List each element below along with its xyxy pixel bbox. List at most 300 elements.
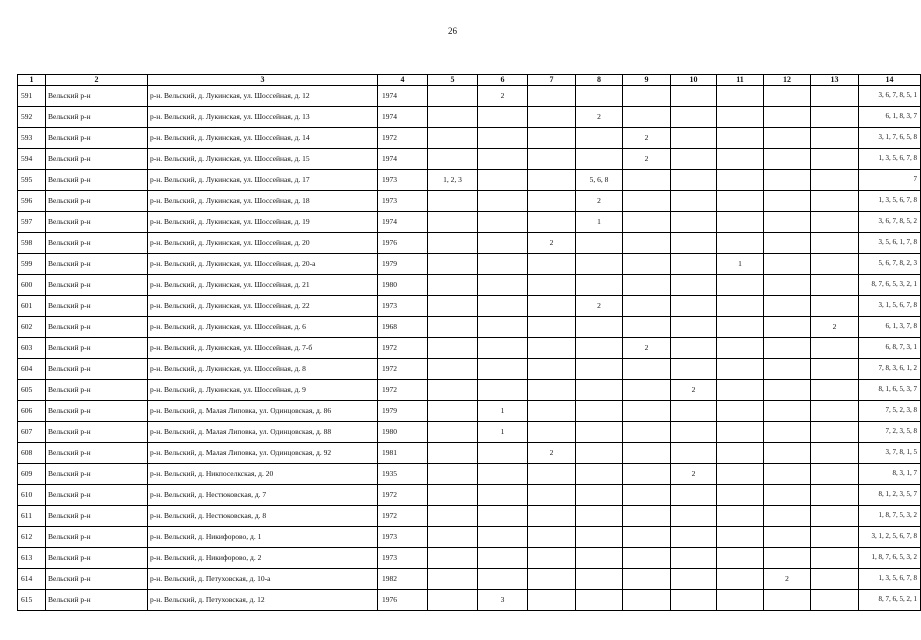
col-7-cell <box>528 485 576 506</box>
col-14-cell: 3, 6, 7, 8, 5, 1 <box>859 86 921 107</box>
address-cell: р-н. Вельский, д. Малая Липовка, ул. Одинцовская, д. 92 <box>148 443 378 464</box>
col-10-cell <box>671 401 717 422</box>
col-9-cell <box>623 317 671 338</box>
column-header-4: 4 <box>378 75 428 86</box>
table-row <box>18 401 921 422</box>
row-number-cell: 609 <box>18 464 46 485</box>
col-7-cell <box>528 296 576 317</box>
col-13-cell <box>811 569 859 590</box>
col-6-cell: 1 <box>478 422 528 443</box>
col-7-cell <box>528 128 576 149</box>
year-cell: 1979 <box>378 401 428 422</box>
col-12-cell <box>764 464 811 485</box>
district-cell: Вельский р-н <box>46 275 148 296</box>
col-5-cell <box>428 464 478 485</box>
column-header-3: 3 <box>148 75 378 86</box>
row-number-cell: 598 <box>18 233 46 254</box>
col-14-cell: 5, 6, 7, 8, 2, 3 <box>859 254 921 275</box>
col-11-cell <box>717 296 764 317</box>
col-8-cell: 2 <box>576 107 623 128</box>
col-7-cell <box>528 422 576 443</box>
row-number-cell: 596 <box>18 191 46 212</box>
col-9-cell <box>623 548 671 569</box>
col-5-cell <box>428 275 478 296</box>
col-12-cell <box>764 506 811 527</box>
col-14-cell: 8, 7, 6, 5, 3, 2, 1 <box>859 275 921 296</box>
col-6-cell <box>478 149 528 170</box>
col-7-cell <box>528 317 576 338</box>
col-9-cell <box>623 254 671 275</box>
col-8-cell: 1 <box>576 212 623 233</box>
district-cell: Вельский р-н <box>46 170 148 191</box>
col-9-cell <box>623 275 671 296</box>
col-13-cell <box>811 443 859 464</box>
col-14-cell: 3, 1, 5, 6, 7, 8 <box>859 296 921 317</box>
district-cell: Вельский р-н <box>46 86 148 107</box>
year-cell: 1974 <box>378 107 428 128</box>
col-5-cell <box>428 338 478 359</box>
district-cell: Вельский р-н <box>46 380 148 401</box>
col-11-cell <box>717 359 764 380</box>
col-5-cell <box>428 296 478 317</box>
col-14-cell: 6, 8, 7, 3, 1 <box>859 338 921 359</box>
col-11-cell <box>717 401 764 422</box>
column-header-9: 9 <box>623 75 671 86</box>
col-14-cell: 6, 1, 3, 7, 8 <box>859 317 921 338</box>
col-14-cell: 3, 1, 2, 5, 6, 7, 8 <box>859 527 921 548</box>
year-cell: 1976 <box>378 590 428 611</box>
col-8-cell: 2 <box>576 191 623 212</box>
col-11-cell <box>717 380 764 401</box>
col-14-cell: 3, 1, 7, 6, 5, 8 <box>859 128 921 149</box>
col-10-cell <box>671 254 717 275</box>
col-9-cell <box>623 107 671 128</box>
col-5-cell <box>428 128 478 149</box>
address-cell: р-н. Вельский, д. Лукинская, ул. Шоссейная, д. 7-б <box>148 338 378 359</box>
col-12-cell <box>764 548 811 569</box>
col-14-cell: 8, 7, 6, 5, 2, 1 <box>859 590 921 611</box>
col-11-cell <box>717 569 764 590</box>
col-11-cell <box>717 107 764 128</box>
col-10-cell <box>671 170 717 191</box>
col-7-cell <box>528 170 576 191</box>
col-13-cell <box>811 590 859 611</box>
col-11-cell <box>717 506 764 527</box>
address-cell: р-н. Вельский, д. Лукинская, ул. Шоссейная, д. 14 <box>148 128 378 149</box>
col-9-cell <box>623 380 671 401</box>
col-13-cell <box>811 107 859 128</box>
col-10-cell <box>671 317 717 338</box>
col-8-cell: 5, 6, 8 <box>576 170 623 191</box>
col-12-cell <box>764 527 811 548</box>
col-13-cell <box>811 422 859 443</box>
col-5-cell <box>428 569 478 590</box>
col-9-cell <box>623 464 671 485</box>
col-9-cell <box>623 233 671 254</box>
year-cell: 1982 <box>378 569 428 590</box>
col-7-cell: 2 <box>528 233 576 254</box>
address-cell: р-н. Вельский, д. Петуховская, д. 10-а <box>148 569 378 590</box>
year-cell: 1980 <box>378 422 428 443</box>
col-11-cell <box>717 548 764 569</box>
col-9-cell <box>623 170 671 191</box>
row-number-cell: 597 <box>18 212 46 233</box>
col-6-cell <box>478 254 528 275</box>
col-5-cell <box>428 422 478 443</box>
col-12-cell <box>764 485 811 506</box>
district-cell: Вельский р-н <box>46 401 148 422</box>
table-row <box>18 149 921 170</box>
col-6-cell <box>478 128 528 149</box>
table-row <box>18 317 921 338</box>
col-9-cell <box>623 212 671 233</box>
col-5-cell: 1, 2, 3 <box>428 170 478 191</box>
address-cell: р-н. Вельский, д. Лукинская, ул. Шоссейная, д. 21 <box>148 275 378 296</box>
col-13-cell <box>811 338 859 359</box>
col-13-cell <box>811 170 859 191</box>
col-14-cell: 8, 3, 1, 7 <box>859 464 921 485</box>
column-header-1: 1 <box>18 75 46 86</box>
row-number-cell: 607 <box>18 422 46 443</box>
col-5-cell <box>428 506 478 527</box>
col-14-cell: 7, 5, 2, 3, 8 <box>859 401 921 422</box>
col-7-cell <box>528 338 576 359</box>
col-13-cell <box>811 485 859 506</box>
col-6-cell: 3 <box>478 590 528 611</box>
col-14-cell: 1, 3, 5, 6, 7, 8 <box>859 569 921 590</box>
col-7-cell <box>528 464 576 485</box>
year-cell: 1974 <box>378 212 428 233</box>
col-14-cell: 1, 3, 5, 6, 7, 8 <box>859 149 921 170</box>
col-12-cell <box>764 338 811 359</box>
col-7-cell <box>528 569 576 590</box>
col-8-cell <box>576 359 623 380</box>
col-13-cell <box>811 128 859 149</box>
table-row <box>18 359 921 380</box>
col-10-cell <box>671 485 717 506</box>
col-10-cell <box>671 422 717 443</box>
col-12-cell <box>764 422 811 443</box>
col-5-cell <box>428 527 478 548</box>
col-8-cell <box>576 464 623 485</box>
col-10-cell <box>671 296 717 317</box>
district-cell: Вельский р-н <box>46 464 148 485</box>
col-5-cell <box>428 401 478 422</box>
col-6-cell <box>478 506 528 527</box>
col-9-cell <box>623 422 671 443</box>
table-header <box>18 75 921 86</box>
address-cell: р-н. Вельский, д. Лукинская, ул. Шоссейная, д. 12 <box>148 86 378 107</box>
table-row <box>18 254 921 275</box>
column-header-14: 14 <box>859 75 921 86</box>
col-14-cell: 8, 1, 2, 3, 5, 7 <box>859 485 921 506</box>
col-11-cell <box>717 338 764 359</box>
col-12-cell <box>764 401 811 422</box>
col-8-cell <box>576 401 623 422</box>
year-cell: 1973 <box>378 191 428 212</box>
district-cell: Вельский р-н <box>46 422 148 443</box>
row-number-cell: 603 <box>18 338 46 359</box>
col-14-cell: 1, 3, 5, 6, 7, 8 <box>859 191 921 212</box>
col-7-cell <box>528 107 576 128</box>
col-12-cell <box>764 128 811 149</box>
col-7-cell <box>528 149 576 170</box>
district-cell: Вельский р-н <box>46 254 148 275</box>
row-number-cell: 611 <box>18 506 46 527</box>
col-12-cell <box>764 107 811 128</box>
col-13-cell <box>811 527 859 548</box>
district-cell: Вельский р-н <box>46 233 148 254</box>
col-5-cell <box>428 380 478 401</box>
col-6-cell <box>478 464 528 485</box>
year-cell: 1973 <box>378 527 428 548</box>
col-10-cell: 2 <box>671 464 717 485</box>
col-9-cell <box>623 359 671 380</box>
col-6-cell <box>478 527 528 548</box>
table-row <box>18 275 921 296</box>
year-cell: 1972 <box>378 380 428 401</box>
col-8-cell <box>576 128 623 149</box>
col-12-cell <box>764 275 811 296</box>
col-8-cell <box>576 317 623 338</box>
col-9-cell: 2 <box>623 128 671 149</box>
col-11-cell <box>717 422 764 443</box>
col-5-cell <box>428 317 478 338</box>
col-7-cell <box>528 359 576 380</box>
header-row <box>18 75 921 86</box>
col-13-cell <box>811 233 859 254</box>
address-cell: р-н. Вельский, д. Никифорово, д. 1 <box>148 527 378 548</box>
table-body <box>18 86 921 611</box>
year-cell: 1972 <box>378 359 428 380</box>
col-6-cell <box>478 107 528 128</box>
col-10-cell <box>671 590 717 611</box>
table-row <box>18 527 921 548</box>
col-10-cell <box>671 212 717 233</box>
year-cell: 1935 <box>378 464 428 485</box>
year-cell: 1972 <box>378 485 428 506</box>
col-6-cell <box>478 317 528 338</box>
col-9-cell <box>623 86 671 107</box>
col-14-cell: 8, 1, 6, 5, 3, 7 <box>859 380 921 401</box>
col-13-cell <box>811 191 859 212</box>
col-5-cell <box>428 590 478 611</box>
col-8-cell <box>576 590 623 611</box>
col-6-cell: 2 <box>478 86 528 107</box>
year-cell: 1974 <box>378 149 428 170</box>
col-5-cell <box>428 149 478 170</box>
col-11-cell <box>717 275 764 296</box>
year-cell: 1973 <box>378 170 428 191</box>
col-14-cell: 6, 1, 8, 3, 7 <box>859 107 921 128</box>
col-7-cell <box>528 548 576 569</box>
col-5-cell <box>428 254 478 275</box>
col-12-cell <box>764 443 811 464</box>
district-cell: Вельский р-н <box>46 128 148 149</box>
year-cell: 1974 <box>378 86 428 107</box>
address-cell: р-н. Вельский, д. Лукинская, ул. Шоссейная, д. 15 <box>148 149 378 170</box>
col-13-cell <box>811 506 859 527</box>
row-number-cell: 612 <box>18 527 46 548</box>
col-8-cell <box>576 275 623 296</box>
col-10-cell <box>671 359 717 380</box>
col-9-cell: 2 <box>623 338 671 359</box>
year-cell: 1972 <box>378 506 428 527</box>
address-cell: р-н. Вельский, д. Лукинская, ул. Шоссейная, д. 20 <box>148 233 378 254</box>
col-5-cell <box>428 86 478 107</box>
col-10-cell <box>671 275 717 296</box>
col-6-cell <box>478 359 528 380</box>
col-13-cell <box>811 275 859 296</box>
col-6-cell: 1 <box>478 401 528 422</box>
table-row <box>18 233 921 254</box>
col-11-cell <box>717 191 764 212</box>
col-10-cell <box>671 527 717 548</box>
col-6-cell <box>478 338 528 359</box>
col-14-cell: 7, 2, 3, 5, 8 <box>859 422 921 443</box>
col-7-cell <box>528 212 576 233</box>
column-header-8: 8 <box>576 75 623 86</box>
district-cell: Вельский р-н <box>46 485 148 506</box>
district-cell: Вельский р-н <box>46 338 148 359</box>
col-8-cell <box>576 443 623 464</box>
year-cell: 1976 <box>378 233 428 254</box>
col-9-cell <box>623 506 671 527</box>
col-5-cell <box>428 191 478 212</box>
col-6-cell <box>478 233 528 254</box>
col-13-cell <box>811 296 859 317</box>
col-11-cell <box>717 464 764 485</box>
table-row <box>18 170 921 191</box>
col-8-cell <box>576 254 623 275</box>
year-cell: 1972 <box>378 128 428 149</box>
col-8-cell <box>576 338 623 359</box>
address-cell: р-н. Вельский, д. Лукинская, ул. Шоссейная, д. 6 <box>148 317 378 338</box>
col-11-cell: 1 <box>717 254 764 275</box>
address-cell: р-н. Вельский, д. Лукинская, ул. Шоссейная, д. 19 <box>148 212 378 233</box>
row-number-cell: 601 <box>18 296 46 317</box>
district-cell: Вельский р-н <box>46 107 148 128</box>
address-cell: р-н. Вельский, д. Лукинская, ул. Шоссейная, д. 22 <box>148 296 378 317</box>
col-12-cell <box>764 233 811 254</box>
address-cell: р-н. Вельский, д. Лукинская, ул. Шоссейная, д. 20-а <box>148 254 378 275</box>
col-10-cell <box>671 128 717 149</box>
district-cell: Вельский р-н <box>46 548 148 569</box>
col-7-cell <box>528 506 576 527</box>
year-cell: 1973 <box>378 548 428 569</box>
table-row <box>18 338 921 359</box>
col-12-cell <box>764 86 811 107</box>
col-11-cell <box>717 86 764 107</box>
col-14-cell: 3, 7, 8, 1, 5 <box>859 443 921 464</box>
district-cell: Вельский р-н <box>46 569 148 590</box>
col-6-cell <box>478 212 528 233</box>
col-8-cell <box>576 233 623 254</box>
col-9-cell <box>623 443 671 464</box>
col-7-cell: 2 <box>528 443 576 464</box>
col-12-cell <box>764 317 811 338</box>
row-number-cell: 605 <box>18 380 46 401</box>
data-table <box>17 74 921 611</box>
year-cell: 1981 <box>378 443 428 464</box>
col-14-cell: 7 <box>859 170 921 191</box>
row-number-cell: 600 <box>18 275 46 296</box>
table-row <box>18 548 921 569</box>
col-8-cell <box>576 569 623 590</box>
col-9-cell <box>623 527 671 548</box>
column-header-11: 11 <box>717 75 764 86</box>
col-7-cell <box>528 254 576 275</box>
col-13-cell: 2 <box>811 317 859 338</box>
col-9-cell <box>623 485 671 506</box>
district-cell: Вельский р-н <box>46 527 148 548</box>
col-13-cell <box>811 401 859 422</box>
col-11-cell <box>717 128 764 149</box>
col-13-cell <box>811 380 859 401</box>
col-10-cell <box>671 338 717 359</box>
year-cell: 1972 <box>378 338 428 359</box>
district-cell: Вельский р-н <box>46 191 148 212</box>
col-5-cell <box>428 485 478 506</box>
col-11-cell <box>717 485 764 506</box>
col-12-cell <box>764 380 811 401</box>
row-number-cell: 610 <box>18 485 46 506</box>
col-10-cell <box>671 569 717 590</box>
address-cell: р-н. Вельский, д. Лукинская, ул. Шоссейная, д. 9 <box>148 380 378 401</box>
col-13-cell <box>811 464 859 485</box>
address-cell: р-н. Вельский, д. Лукинская, ул. Шоссейная, д. 8 <box>148 359 378 380</box>
col-5-cell <box>428 548 478 569</box>
row-number-cell: 602 <box>18 317 46 338</box>
col-5-cell <box>428 443 478 464</box>
col-9-cell <box>623 296 671 317</box>
col-5-cell <box>428 359 478 380</box>
row-number-cell: 599 <box>18 254 46 275</box>
table-row <box>18 380 921 401</box>
col-6-cell <box>478 569 528 590</box>
col-10-cell <box>671 191 717 212</box>
district-cell: Вельский р-н <box>46 506 148 527</box>
col-13-cell <box>811 359 859 380</box>
col-9-cell <box>623 191 671 212</box>
year-cell: 1979 <box>378 254 428 275</box>
district-cell: Вельский р-н <box>46 317 148 338</box>
col-10-cell <box>671 506 717 527</box>
district-cell: Вельский р-н <box>46 212 148 233</box>
address-cell: р-н. Вельский, д. Петуховская, д. 12 <box>148 590 378 611</box>
table-row <box>18 590 921 611</box>
col-6-cell <box>478 548 528 569</box>
col-8-cell <box>576 149 623 170</box>
table-row <box>18 569 921 590</box>
address-cell: р-н. Вельский, д. Никпоселкская, д. 20 <box>148 464 378 485</box>
col-8-cell <box>576 527 623 548</box>
row-number-cell: 613 <box>18 548 46 569</box>
table-row <box>18 296 921 317</box>
row-number-cell: 614 <box>18 569 46 590</box>
district-cell: Вельский р-н <box>46 149 148 170</box>
col-10-cell <box>671 149 717 170</box>
table-row <box>18 212 921 233</box>
col-11-cell <box>717 212 764 233</box>
col-12-cell <box>764 254 811 275</box>
col-9-cell <box>623 401 671 422</box>
col-12-cell <box>764 212 811 233</box>
col-11-cell <box>717 527 764 548</box>
address-cell: р-н. Вельский, д. Малая Липовка, ул. Одинцовская, д. 86 <box>148 401 378 422</box>
col-12-cell <box>764 296 811 317</box>
column-header-10: 10 <box>671 75 717 86</box>
